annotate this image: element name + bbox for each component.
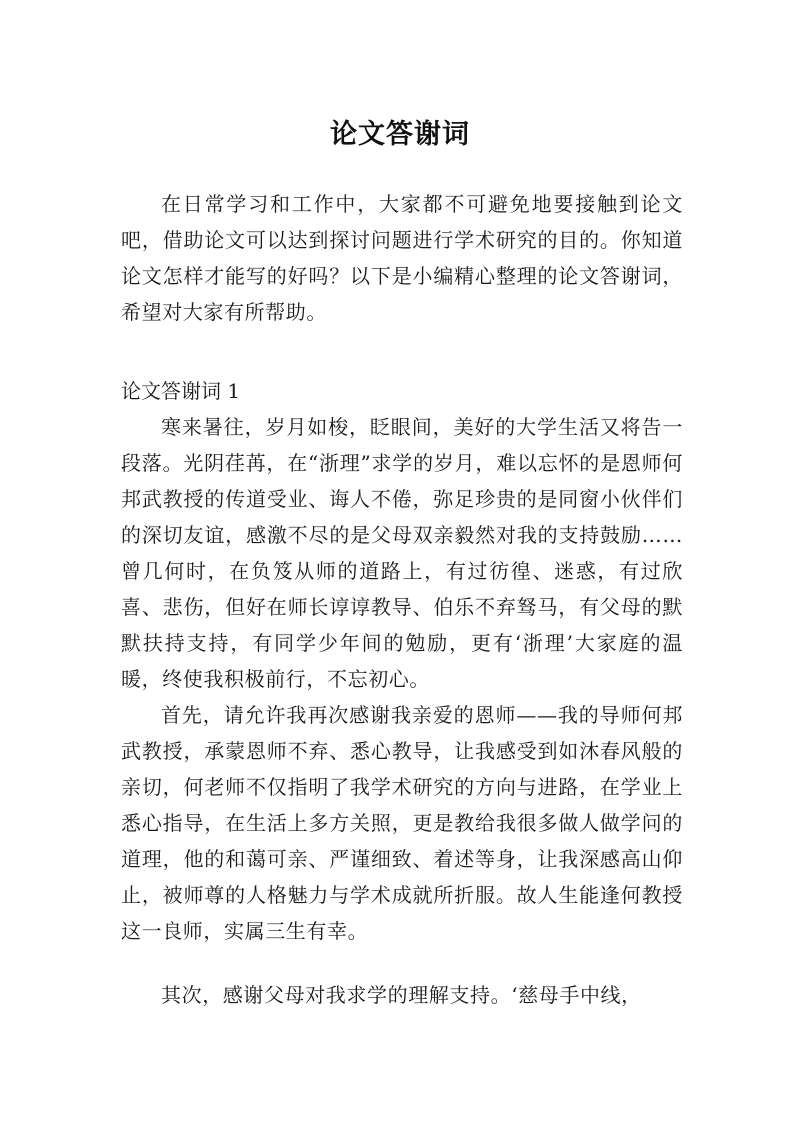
- section-heading: 论文答谢词 1: [121, 379, 241, 403]
- body-paragraph: 寒来暑往，岁月如梭，眨眼间，美好的大学生活又将告一段落。光阴荏苒，在“浙理”求学的岁月，难以忘怀的是恩师何邦武教授的传道受业、诲人不倦，弥足珍贵的是同窗小伙伴们的深切友谊，感激不尽的是父母双亲毅然对我的支持鼓励……曾几何时，在负笈从师的道路上，有过彷徨、迷惑，有过欣喜、悲伤，但好在师长谆谆教导、伯乐不弃驽马，有父母的默默扶持支持，有同学少年间的勉励，更有‘浙理’大家庭的温暖，终使我积极前行，不忘初心。: [121, 415, 683, 691]
- body-paragraph: 其次，感谢父母对我求学的理解支持。‘慈母手中线，: [161, 983, 642, 1007]
- document-title: 论文答谢词: [330, 119, 470, 151]
- body-paragraph: 首先，请允许我再次感谢我亲爱的恩师——我的导师何邦武教授，承蒙恩师不弃、悉心教导，让我感受到如沐春风般的亲切，何老师不仅指明了我学术研究的方向与进路，在学业上悉心指导，在生活上多方关照，更是教给我很多做人做学问的道理，他的和蔼可亲、严谨细致、着述等身，让我深感高山仰止，被师尊的人格魅力与学术成就所折服。故人生能逢何教授这一良师，实属三生有幸。: [121, 703, 683, 943]
- intro-paragraph: 在日常学习和工作中，大家都不可避免地要接触到论文吧，借助论文可以达到探讨问题进行学术研究的目的。你知道论文怎样才能写的好吗？以下是小编精心整理的论文答谢词，希望对大家有所帮助。: [121, 192, 683, 324]
